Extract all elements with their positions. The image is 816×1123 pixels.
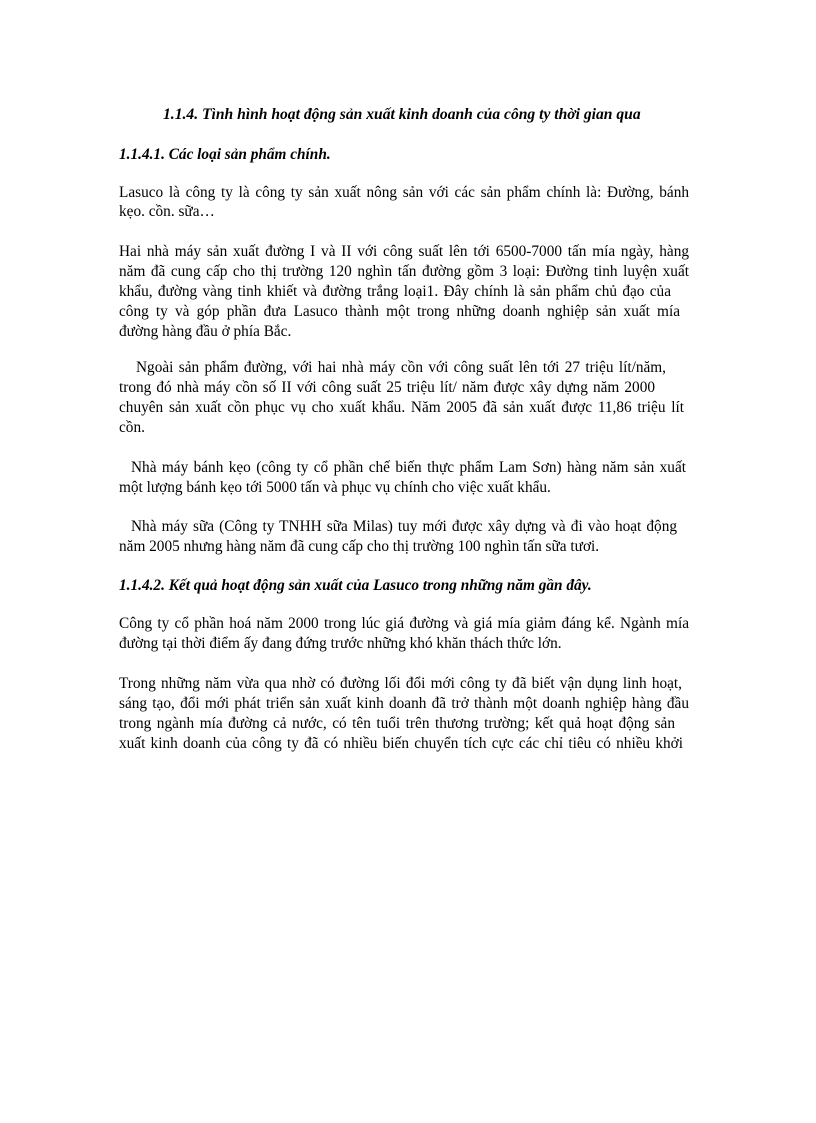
paragraph-line: Hai nhà máy sản xuất đường I và II với công suất lên tới 6500-7000 tấn mía ngày, hàng: [119, 243, 689, 260]
paragraph-line: trong đó nhà máy cồn số II với công suất 25 triệu lít/ năm được xây dựng năm 2000: [119, 379, 655, 396]
section-title: 1.1.4. Tình hình hoạt động sản xuất kinh doanh của công ty thời gian qua: [163, 106, 641, 123]
paragraph-line: chuyên sản xuất cồn phục vụ cho xuất khẩu. Năm 2005 đã sản xuất được 11,86 triệu lít: [119, 399, 684, 416]
paragraph-line: một lượng bánh kẹo tới 5000 tấn và phục vụ chính cho việc xuất khẩu.: [119, 479, 551, 496]
subsection-heading-results: 1.1.4.2. Kết quả hoạt động sản xuất của Lasuco trong những năm gần đây.: [119, 577, 592, 594]
paragraph-line: kẹo. cồn. sữa…: [119, 203, 215, 220]
paragraph-line: Nhà máy sữa (Công ty TNHH sữa Milas) tuy mới được xây dựng và đi vào hoạt động: [131, 518, 677, 535]
paragraph-line: năm đã cung cấp cho thị trường 120 nghìn tấn đường gồm 3 loại: Đường tinh luyện xuất: [119, 263, 689, 280]
paragraph-line: trong ngành mía đường cả nước, có tên tuổi trên thương trường; kết quả hoạt động sản: [119, 715, 675, 732]
paragraph-line: công ty và góp phần đưa Lasuco thành một trong những doanh nghiệp sản xuất mía: [119, 303, 680, 320]
paragraph-line: Nhà máy bánh kẹo (công ty cổ phần chế biến thực phẩm Lam Sơn) hàng năm sản xuất: [131, 459, 686, 476]
paragraph-line: sáng tạo, đổi mới phát triển sản xuất kinh doanh đã trở thành một doanh nghiệp hàng đầu: [119, 695, 689, 712]
paragraph-line: đường tại thời điểm ấy đang đứng trước những khó khăn thách thức lớn.: [119, 635, 562, 652]
paragraph-line: Công ty cổ phần hoá năm 2000 trong lúc giá đường và giá mía giảm đáng kể. Ngành mía: [119, 615, 689, 632]
paragraph-line: đường hàng đầu ở phía Bắc.: [119, 323, 292, 340]
paragraph-line: năm 2005 nhưng hàng năm đã cung cấp cho thị trường 100 nghìn tấn sữa tươi.: [119, 538, 600, 555]
paragraph-line: cồn.: [119, 419, 145, 436]
paragraph-line: Lasuco là công ty là công ty sản xuất nông sản với các sản phẩm chính là: Đường, bánh: [119, 184, 689, 201]
paragraph-line: Ngoài sản phẩm đường, với hai nhà máy cồn với công suất lên tới 27 triệu lít/năm,: [136, 359, 666, 376]
paragraph-line: Trong những năm vừa qua nhờ có đường lối đổi mới công ty đã biết vận dụng linh hoạt,: [119, 675, 682, 692]
subsection-heading-products: 1.1.4.1. Các loại sản phẩm chính.: [119, 146, 331, 163]
paragraph-line: khẩu, đường vàng tinh khiết và đường trắng loại1. Đây chính là sản phẩm chủ đạo của: [119, 283, 671, 300]
paragraph-line: xuất kinh doanh của công ty đã có nhiều biến chuyển tích cực các chỉ tiêu có nhiều khởi: [119, 735, 683, 752]
